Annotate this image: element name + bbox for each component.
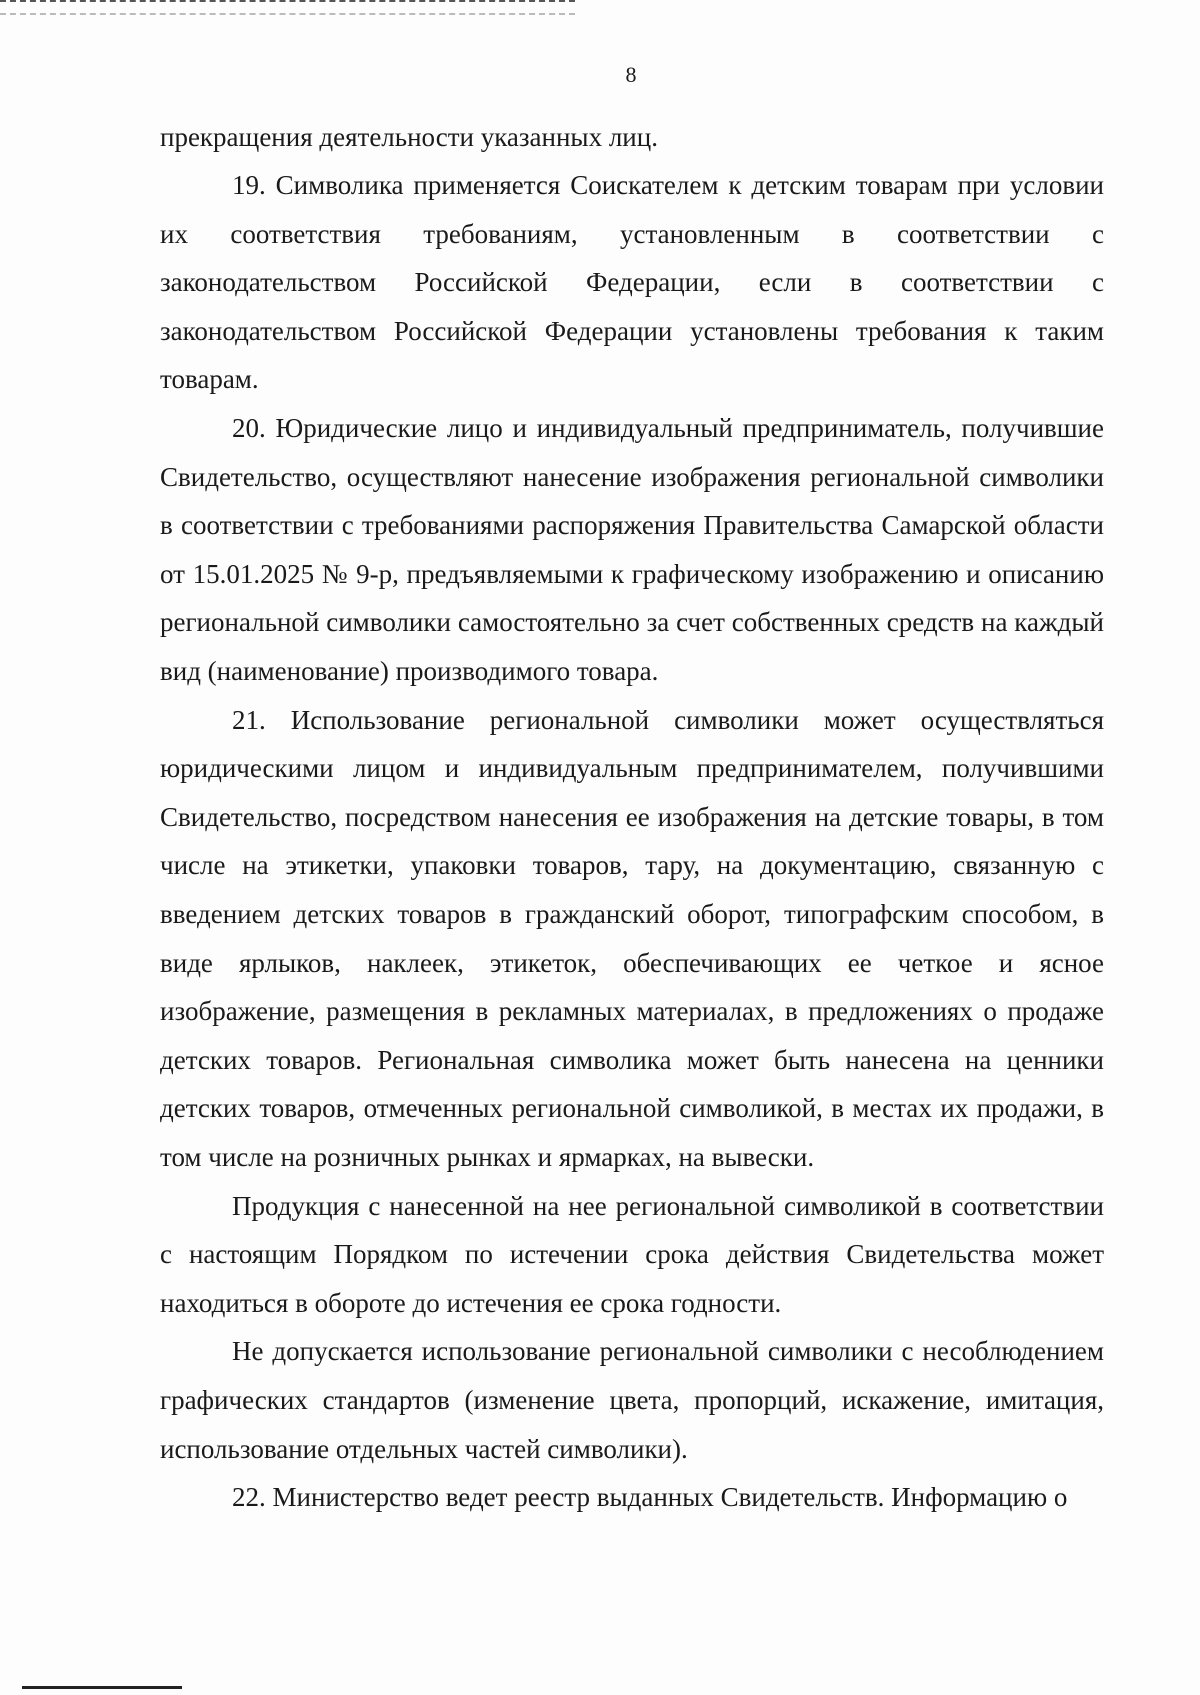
paragraph-prohibition: Не допускается использование региональной символики с несоблюдением графических стандартов (изменение цвета, пропорций, искажение, имитация, использование отдельных частей символики). [160,1336,1104,1464]
scan-edge-shadow [0,13,575,15]
paragraph-products-circulation: Продукция с нанесенной на нее региональной символикой в соответствии с настоящим Порядком по истечении срока действия Свидетельства может находиться в обороте до истечения ее срока годности. [160,1190,1104,1318]
scan-edge-dashes [0,0,575,2]
scan-edge-bottom-line [22,1686,182,1689]
paragraph-item-22: 22. Министерство ведет реестр выданных Свидетельств. Информацию о [232,1482,1068,1513]
page-number: 8 [625,62,637,87]
body-text [160,113,1104,1522]
paragraph-item-21: 21. Использование региональной символики может осуществляться юридическими лицом и индивидуальным предпринимателем, получившими Свидетельство, посредством нанесения ее изображения на детские товары, в том числе на этикетки, упаковки товаров, тару, на документацию, связанную с введением детских товаров в гражданский оборот, типографским способом, в виде ярлыков, наклеек, этикеток, обеспечивающих ее четкое и ясное изображение, размещения в рекламных материалах, в предложениях о продаже детских товаров. Региональная символика может быть нанесена на ценники детских товаров, отмеченных региональной символикой, в местах их продажи, в том числе на розничных рынках и ярмарках, на вывески. [160,704,1104,1172]
paragraph-item-20: 20. Юридические лицо и индивидуальный предприниматель, получившие Свидетельство, осуществляют нанесение изображения региональной символики в соответствии с требованиями распоряжения Правительства Самарской области от 15.01.2025 № 9-р, предъявляемыми к графическому изображению и описанию региональной символики самостоятельно за счет собственных средств на каждый вид (наименование) производимого товара. [160,413,1104,687]
paragraph-item-19: 19. Символика применяется Соискателем к детским товарам при условии их соответствия требованиям, установленным в соответствии с законодательством Российской Федерации, если в соответствии с законодательством Российской Федерации установлены требования к таким товарам. [160,170,1104,395]
paragraph-continuation: прекращения деятельности указанных лиц. [160,121,658,152]
